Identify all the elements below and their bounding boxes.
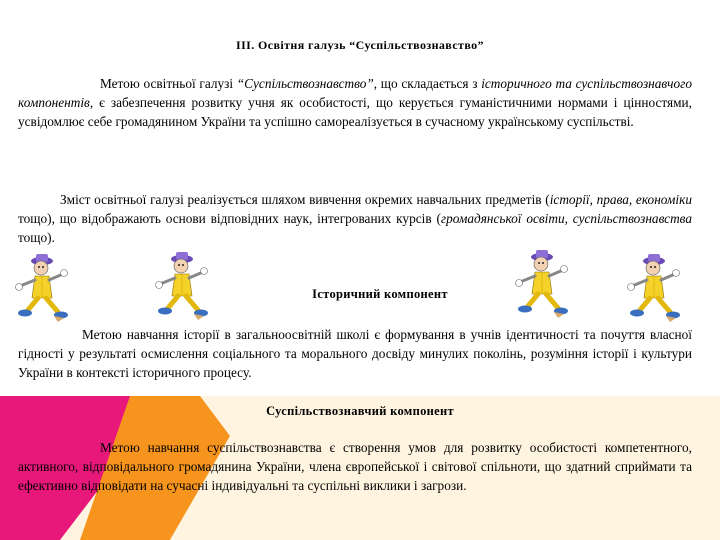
subheading-social-studies: Суспільствознавчий компонент (266, 404, 454, 418)
paragraph-lead: Метою (82, 327, 122, 342)
paragraph-lead: Метою (100, 76, 140, 91)
paragraph-goal: Метою освітньої галузі “Суспільствознавство”, що складається з історичного та суспільствознавчого компонентів, є забезпечення розвитку учня як особистості, що керується гуманістичними нормами і цінностями, усвідомлює себе громадянином України та успішно самореалізується в сучасному українському суспільстві. (18, 76, 692, 129)
walking-pencil-mascot-icon (508, 248, 572, 318)
paragraph-content: Зміст освітньої галузі реалізується шляхом вивчення окремих навчальних предметів (історії, права, економіки тощо), що відображають основи відповідних наук, інтегрованих курсів (громадянської освіти, суспільствознавства тощо). (18, 192, 693, 245)
paragraph-historical-goal: Метою навчання історії в загальноосвітній школі є формування в учнів ідентичності та почуття власної гідності у результаті осмислення соціального та морального досвіду минулих поколінь, розуміння історії і культури України в контексті історичного процесу. (18, 327, 692, 380)
paragraph-social-studies-goal: Метою навчання суспільствознавства є створення умов для розвитку особистості компетентного, активного, відповідального громадянина України, члена європейської і світової спільноти, що здатний сприймати та ефективно відповідати на сучасні індивідуальні та суспільні виклики і загрози. (18, 440, 692, 493)
paragraph-lead: Метою (100, 440, 140, 455)
subheading-historical: Історичний компонент (312, 287, 448, 301)
section-title: ІІІ. Освітня галузь “Суспільствознавство” (236, 38, 484, 52)
walking-pencil-mascot-icon (148, 250, 212, 320)
